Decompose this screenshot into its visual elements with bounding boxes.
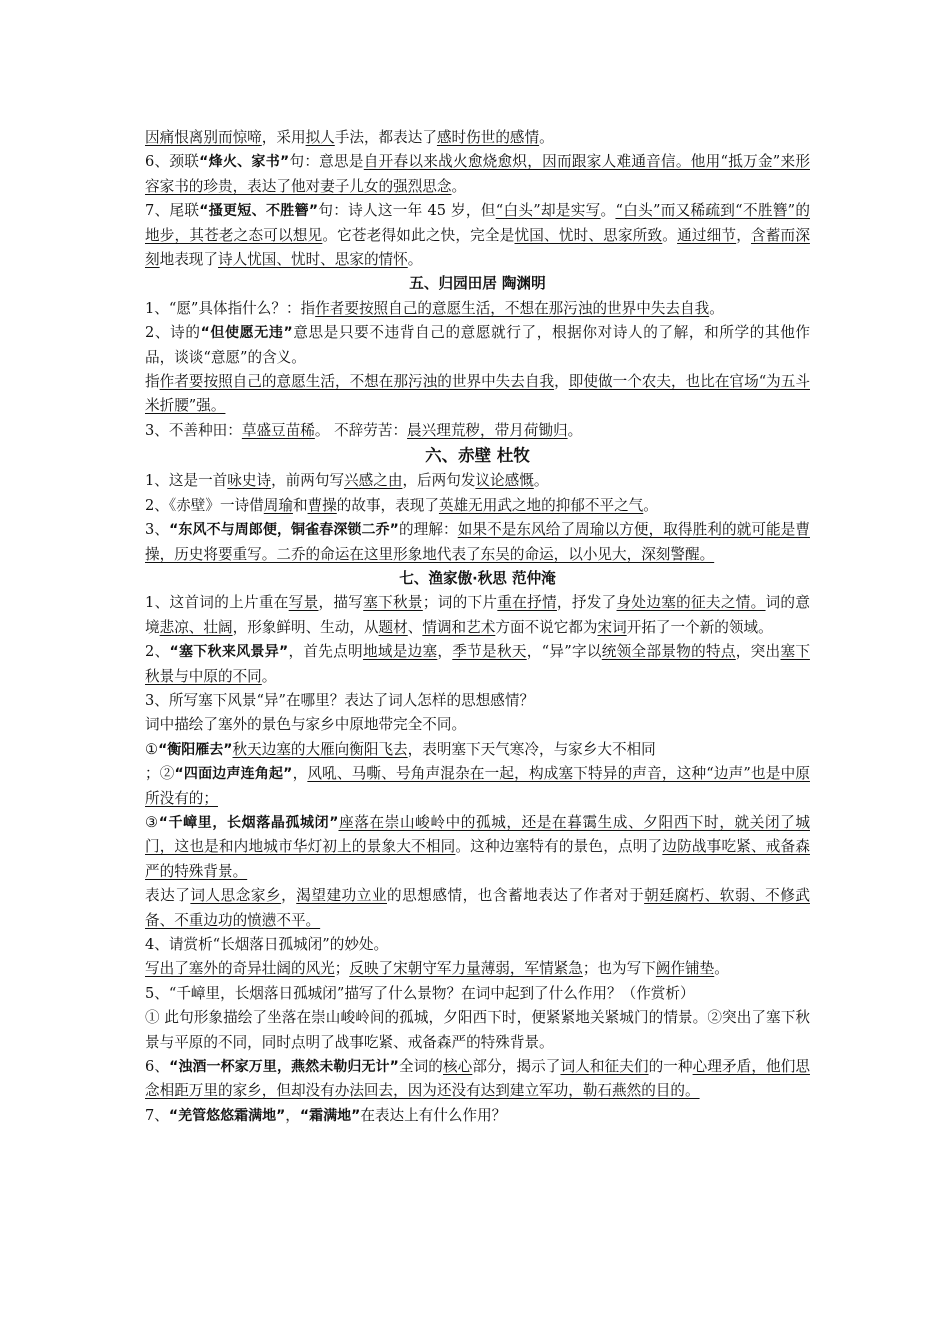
text-segment: ，采用 bbox=[261, 129, 306, 146]
text-segment: ，表明塞下天气寒冷，与家乡大不相同 bbox=[407, 740, 656, 758]
text-segment: 1、这是一首 bbox=[145, 472, 228, 490]
underlined-answer: 阙作铺垫 bbox=[655, 960, 715, 978]
text-segment: ， bbox=[292, 765, 308, 783]
underlined-answer: 写出了塞外的奇异壮阔的风光 bbox=[145, 960, 335, 978]
underlined-answer: 季节是秋天 bbox=[452, 643, 527, 661]
quoted-line: “浊酒一杯家万里，燕然未勒归无计” bbox=[169, 1059, 399, 1076]
text-segment: 4、请赏析“长烟落日孤城闭”的妙处。 bbox=[145, 936, 389, 953]
underlined-answer: 兴感之由 bbox=[344, 472, 403, 490]
underlined-answer: 座落在崇山峻岭中的孤城，还是在暮霭生成、夕阳西下时，就关闭了城门，这也是和内地城市华灯初上的景象大不相同 bbox=[145, 813, 810, 856]
quoted-line: “衡阳雁去” bbox=[158, 741, 233, 758]
underlined-answer: 忧国、忧时、思家所致 bbox=[514, 226, 663, 244]
underlined-answer: 塞下秋景与中原的不同 bbox=[145, 643, 810, 685]
text-segment: 。 bbox=[539, 129, 554, 146]
underlined-answer: 写景 bbox=[288, 594, 319, 612]
paragraph bbox=[145, 762, 810, 811]
text-segment: 。它苍老得如此之快，完全是 bbox=[322, 226, 515, 244]
paragraph bbox=[145, 126, 810, 150]
underlined-answer: 朝廷腐朽、软弱、不修武备、不重边功的愤懑不平。 bbox=[145, 887, 810, 929]
underlined-answer: 重在抒情 bbox=[497, 594, 557, 612]
quoted-line: “东风不与周郎便，铜雀春深锁二乔” bbox=[169, 522, 399, 539]
paragraph bbox=[145, 689, 810, 713]
text-segment: ，突出 bbox=[735, 643, 781, 661]
paragraph bbox=[145, 1104, 810, 1128]
text-segment: 。 bbox=[709, 299, 724, 317]
text-segment: 6、颈联 bbox=[145, 153, 200, 171]
text-segment: 2、《赤壁》一诗借 bbox=[145, 496, 264, 514]
paragraph bbox=[145, 419, 810, 443]
paragraph bbox=[145, 199, 810, 272]
text-segment: 词中描绘了塞外的景色与家乡中原地带完全不同。 bbox=[145, 716, 467, 734]
underlined-answer: 反映了宋朝守军力量薄弱，军情紧急 bbox=[349, 960, 583, 978]
text-segment: 指 bbox=[145, 373, 160, 391]
text-segment: 。 bbox=[662, 226, 678, 244]
text-segment: 7、尾联 bbox=[145, 202, 200, 220]
underlined-answer: 词人思念家乡 bbox=[190, 887, 282, 905]
quoted-line: “塞下秋来风景异” bbox=[169, 644, 289, 661]
text-segment: ， bbox=[554, 373, 569, 391]
paragraph bbox=[145, 982, 810, 1006]
paragraph bbox=[145, 640, 810, 689]
underlined-answer: 自开春以来战火愈烧愈炽，因而跟家人难通音信。他用“抵万金”来形容家书的珍贵，表达了他对妻子儿女的强烈思念 bbox=[145, 153, 810, 195]
quoted-line: “烽火、家书” bbox=[199, 154, 290, 171]
quoted-line: “羌管悠悠霜满地” bbox=[168, 1107, 286, 1124]
paragraph bbox=[145, 494, 810, 518]
underlined-answer: 咏史诗 bbox=[227, 472, 272, 490]
text-segment: 1、这首词的上片重在 bbox=[145, 594, 289, 612]
paragraph bbox=[145, 1006, 810, 1055]
underlined-answer: 含蓄而深刻 bbox=[145, 226, 810, 269]
underlined-answer: 晨兴理荒秽，带月荷锄归 bbox=[407, 421, 568, 439]
text-segment: ，后两句发 bbox=[402, 472, 476, 490]
text-segment: 。 bbox=[714, 960, 729, 978]
paragraph bbox=[145, 297, 810, 321]
text-segment: ，首先点明 bbox=[288, 643, 363, 661]
quoted-line: “千嶂里，长烟落晶孤城闭” bbox=[158, 814, 339, 831]
text-segment: 。 bbox=[533, 472, 549, 490]
underlined-answer: 宋词 bbox=[597, 618, 627, 636]
text-segment: 5、“千嶂里，长烟落日孤城闭”描写了什么景物？在词中起到了什么作用？（作赏析） bbox=[145, 984, 695, 1002]
underlined-answer: 议论感慨 bbox=[475, 472, 534, 490]
text-segment: 3、所写塞下风景“异”在哪里？表达了词人怎样的思想感情？ bbox=[145, 691, 535, 709]
text-segment: 和 bbox=[292, 496, 308, 514]
text-segment: ，抒发了 bbox=[556, 594, 617, 612]
underlined-answer: 因痛恨离别而惊啼 bbox=[145, 129, 262, 146]
text-segment: 开拓了一个新的领域。 bbox=[626, 618, 773, 636]
paragraph bbox=[145, 933, 810, 957]
underlined-answer: 边防战事吃紧、戒备森严的特殊背景。 bbox=[145, 838, 810, 880]
underlined-answer: 心理矛盾，他们思念相距万里的家乡，但却没有办法回去，因为还没有达到建立军功，勒石燕然的目的。 bbox=[145, 1058, 810, 1100]
paragraph bbox=[145, 518, 810, 567]
quoted-line: “搔更短、不胜簪” bbox=[199, 203, 319, 220]
text-segment: 方面不说它都为 bbox=[495, 618, 598, 636]
text-segment: 。这种边塞特有的景色，点明了 bbox=[455, 838, 663, 856]
text-segment: ；② bbox=[145, 765, 175, 783]
text-segment: ， bbox=[437, 643, 453, 661]
text-segment: ，形象鲜明、生动，从 bbox=[232, 618, 379, 636]
text-segment: ① 此句形象描绘了坐落在崇山峻岭间的孤城，夕阳西下时，便紧紧地关紧城门的情景。②突出了塞下秋景与平原的不同，同时点明了战事吃紧、戒备森严的特殊背景。 bbox=[145, 1009, 810, 1051]
underlined-answer: “白头”而又稀疏到“不胜簪”的地步，其苍老之态可以想见 bbox=[145, 202, 810, 244]
text-segment: 。 bbox=[261, 667, 277, 685]
underlined-answer: 草盛豆苗稀 bbox=[241, 421, 315, 439]
text-segment: 。 bbox=[451, 177, 467, 195]
text-segment: 。 bbox=[600, 202, 616, 220]
underlined-answer: 词人和征夫们 bbox=[560, 1058, 649, 1076]
underlined-answer: 拟人 bbox=[305, 129, 335, 146]
text-segment: 的理解： bbox=[398, 521, 458, 539]
underlined-answer: 风吼、马嘶、号角声混杂在一起，构成塞下特异的声音，这种“边声”也是中原所没有的； bbox=[145, 765, 810, 807]
text-segment: 。 bbox=[407, 251, 423, 269]
text-segment: 在表达上有什么作用？ bbox=[360, 1106, 507, 1124]
text-segment: 、 bbox=[407, 618, 423, 636]
text-segment: ， bbox=[281, 887, 297, 905]
paragraph bbox=[145, 591, 810, 640]
underlined-answer: 感时伤世的感情 bbox=[436, 129, 540, 146]
text-segment: 句：诗人这一年 45 岁，但 bbox=[318, 202, 496, 220]
quoted-line: “霜满地” bbox=[299, 1107, 361, 1124]
underlined-answer: 情调和艺术 bbox=[422, 618, 496, 636]
underlined-answer: 题材 bbox=[378, 618, 408, 636]
text-segment: 表达了 bbox=[145, 887, 191, 905]
underlined-answer: 核心 bbox=[443, 1058, 473, 1076]
section-heading: 五、归园田居 陶渊明 bbox=[409, 275, 546, 293]
text-segment: ① bbox=[145, 740, 159, 758]
text-segment: 的故事，表现了 bbox=[336, 496, 439, 514]
text-segment: 2、诗的 bbox=[145, 324, 201, 342]
quoted-line: “但使愿无违” bbox=[200, 325, 293, 342]
text-segment: ，前两句写 bbox=[271, 472, 345, 490]
text-segment: 的思想感情，也含蓄地表达了作者对于 bbox=[387, 887, 645, 905]
text-segment: 意思是只要不违背自己的意愿就行了，根据你对诗人的了解，和所学的其他作品，谈谈“意愿”的含义。 bbox=[145, 324, 810, 366]
text-segment: 2、 bbox=[145, 643, 170, 661]
underlined-answer: 地域是边塞 bbox=[362, 643, 438, 661]
underlined-answer: 即使做一个农夫，也比在官场“为五斗米折腰”强。 bbox=[145, 373, 810, 415]
text-segment: 1、“愿”具体指什么？：指 bbox=[145, 299, 316, 317]
text-segment: ， bbox=[285, 1106, 300, 1124]
underlined-answer: “白头”却是实写 bbox=[495, 202, 601, 220]
text-segment: 手法，都表达了 bbox=[334, 129, 437, 146]
text-segment: ③ bbox=[145, 813, 159, 831]
section-heading: 七、渔家傲·秋思 范仲淹 bbox=[399, 569, 556, 587]
text-segment: ，“异”字以 bbox=[526, 643, 602, 661]
text-segment: 。 不辞劳苦： bbox=[314, 421, 408, 439]
underlined-answer: 曹操 bbox=[307, 496, 337, 514]
underlined-answer: 诗人忧国、忧时、思家的情怀 bbox=[218, 251, 408, 269]
text-segment: ；词的下片 bbox=[422, 594, 498, 612]
underlined-answer: 渴望建功立业 bbox=[296, 887, 387, 905]
text-segment: ；也为写下 bbox=[582, 960, 656, 978]
underlined-answer: 作者要按照自己的意愿生活，不想在那污浊的世界中失去自我 bbox=[159, 373, 555, 391]
section-heading: 六、赤壁 杜牧 bbox=[425, 446, 530, 466]
paragraph bbox=[145, 811, 810, 884]
quoted-line: “四面边声连角起” bbox=[174, 766, 293, 783]
text-segment: 6、 bbox=[145, 1058, 170, 1076]
text-segment: ，描写 bbox=[318, 594, 364, 612]
paragraph bbox=[145, 884, 810, 933]
text-segment: 词的意境 bbox=[145, 594, 810, 636]
paragraph bbox=[145, 469, 810, 493]
text-segment: 3、 bbox=[145, 521, 170, 539]
underlined-answer: 周瑜 bbox=[263, 496, 293, 514]
underlined-answer: 塞下秋景 bbox=[363, 594, 423, 612]
underlined-answer: 如果不是东风给了周瑜以方便，取得胜利的就可能是曹操，历史将要重写。二乔的命运在这里形象地代表了东吴的命运，以小见大，深刻警醒。 bbox=[145, 521, 810, 563]
text-segment: 句：意思是 bbox=[289, 153, 364, 171]
underlined-answer: 身处边塞的征夫之情。 bbox=[616, 594, 766, 612]
text-segment: 全词的 bbox=[398, 1058, 443, 1076]
text-segment: ， bbox=[736, 226, 751, 244]
text-segment: 部分，揭示了 bbox=[472, 1058, 561, 1076]
text-segment: 3、不善种田： bbox=[145, 421, 242, 439]
paragraph bbox=[145, 370, 810, 419]
underlined-answer: 统领全部景物的特点 bbox=[601, 643, 736, 661]
paragraph bbox=[145, 713, 810, 737]
underlined-answer: 英雄无用武之地的抑郁不平之气 bbox=[438, 496, 644, 514]
underlined-answer: 通过细节 bbox=[677, 226, 737, 244]
underlined-answer: 悲凉、壮阔 bbox=[159, 618, 233, 636]
paragraph bbox=[145, 738, 810, 762]
text-segment: 。 bbox=[643, 496, 658, 514]
paragraph bbox=[145, 957, 810, 981]
text-segment: 。 bbox=[567, 421, 583, 439]
text-segment: 7、 bbox=[145, 1106, 169, 1124]
paragraph bbox=[145, 150, 810, 199]
document-page bbox=[145, 126, 810, 1128]
text-segment: ； bbox=[334, 960, 350, 978]
underlined-answer: 作者要按照自己的意愿生活，不想在那污浊的世界中失去自我 bbox=[315, 299, 710, 317]
text-segment: 地表现了 bbox=[159, 251, 218, 269]
text-segment: 的一种 bbox=[648, 1058, 693, 1076]
underlined-answer: 秋天边塞的大雁向衡阳飞去 bbox=[232, 740, 408, 758]
paragraph bbox=[145, 1055, 810, 1104]
paragraph bbox=[145, 321, 810, 370]
